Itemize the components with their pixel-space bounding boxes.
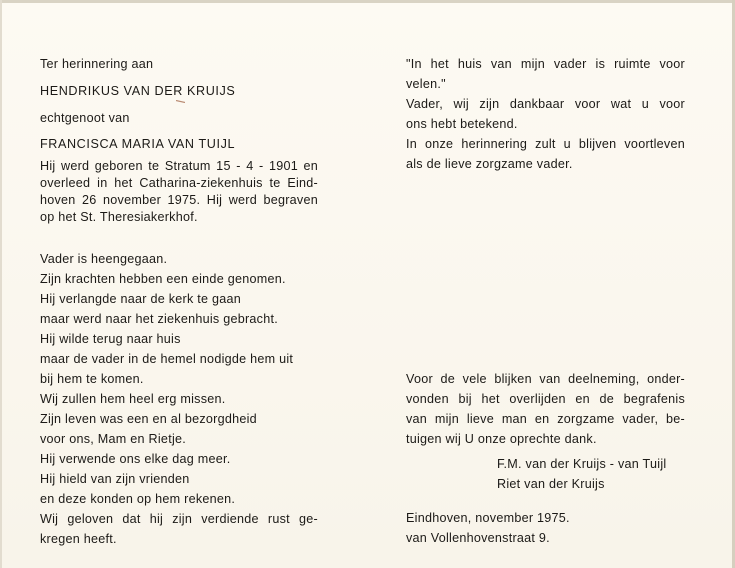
thanks-line: Voor de vele blijken van deelneming, onder- (406, 372, 685, 386)
spouse-intro-text: echtgenoot van (40, 111, 130, 125)
spouse-name: FRANCISCA MARIA VAN TUIJL (40, 137, 236, 151)
poem-line: Hij verlangde naar de kerk te gaan (40, 292, 242, 306)
poem-line: Hij hield van zijn vrienden (40, 472, 190, 486)
poem-line: Zijn leven was een en al bezorgdheid (40, 412, 257, 426)
poem-line: Wij zullen hem heel erg missen. (40, 392, 226, 406)
poem-line: Wij geloven dat hij zijn verdiende rust ge- (40, 512, 318, 526)
poem-line: kregen heeft. (40, 532, 117, 546)
poem-line: Hij verwende ons elke dag meer. (40, 452, 231, 466)
poem-line: Zijn krachten hebben een einde genomen. (40, 272, 286, 286)
quote-line: In onze herinnering zult u blijven voortleven (406, 137, 685, 151)
address: van Vollenhovenstraat 9. (406, 531, 550, 545)
intro-text: Ter herinnering aan (40, 57, 154, 71)
signature-line: F.M. van der Kruijs - van Tuijl (497, 457, 667, 471)
poem-line: voor ons, Mam en Rietje. (40, 432, 186, 446)
poem-line: maar de vader in de hemel nodigde hem uit (40, 352, 294, 366)
card-top-edge (0, 0, 735, 3)
thanks-line: vonden bij het overlijden en de begrafenis (406, 392, 685, 406)
bio-line: Hij werd geboren te Stratum 15 - 4 - 1901 en (40, 159, 318, 173)
thanks-line: van mijn lieve man en zorgzame vader, be- (406, 412, 685, 426)
bio-line: op het St. Theresiakerkhof. (40, 210, 198, 224)
bio-line: overleed in het Catharina-ziekenhuis te Eind- (40, 176, 318, 190)
quote-line: Vader, wij zijn dankbaar voor wat u voor (406, 97, 685, 111)
quote-line: velen." (406, 77, 446, 91)
quote-line: ons hebt betekend. (406, 117, 518, 131)
ink-mark (176, 100, 185, 103)
poem-line: Hij wilde terug naar huis (40, 332, 181, 346)
quote-line: als de lieve zorgzame vader. (406, 157, 573, 171)
poem-line: Vader is heengegaan. (40, 252, 168, 266)
poem-line: bij hem te komen. (40, 372, 144, 386)
poem-line: maar werd naar het ziekenhuis gebracht. (40, 312, 278, 326)
signature-line: Riet van der Kruijs (497, 477, 605, 491)
poem-line: en deze konden op hem rekenen. (40, 492, 236, 506)
quote-line: "In het huis van mijn vader is ruimte voor (406, 57, 685, 71)
place-date: Eindhoven, november 1975. (406, 511, 570, 525)
thanks-line: tuigen wij U onze oprechte dank. (406, 432, 597, 446)
bio-line: hoven 26 november 1975. Hij werd begraven (40, 193, 318, 207)
card-left-edge (0, 0, 2, 568)
deceased-name: HENDRIKUS VAN DER KRUIJS (40, 84, 236, 98)
